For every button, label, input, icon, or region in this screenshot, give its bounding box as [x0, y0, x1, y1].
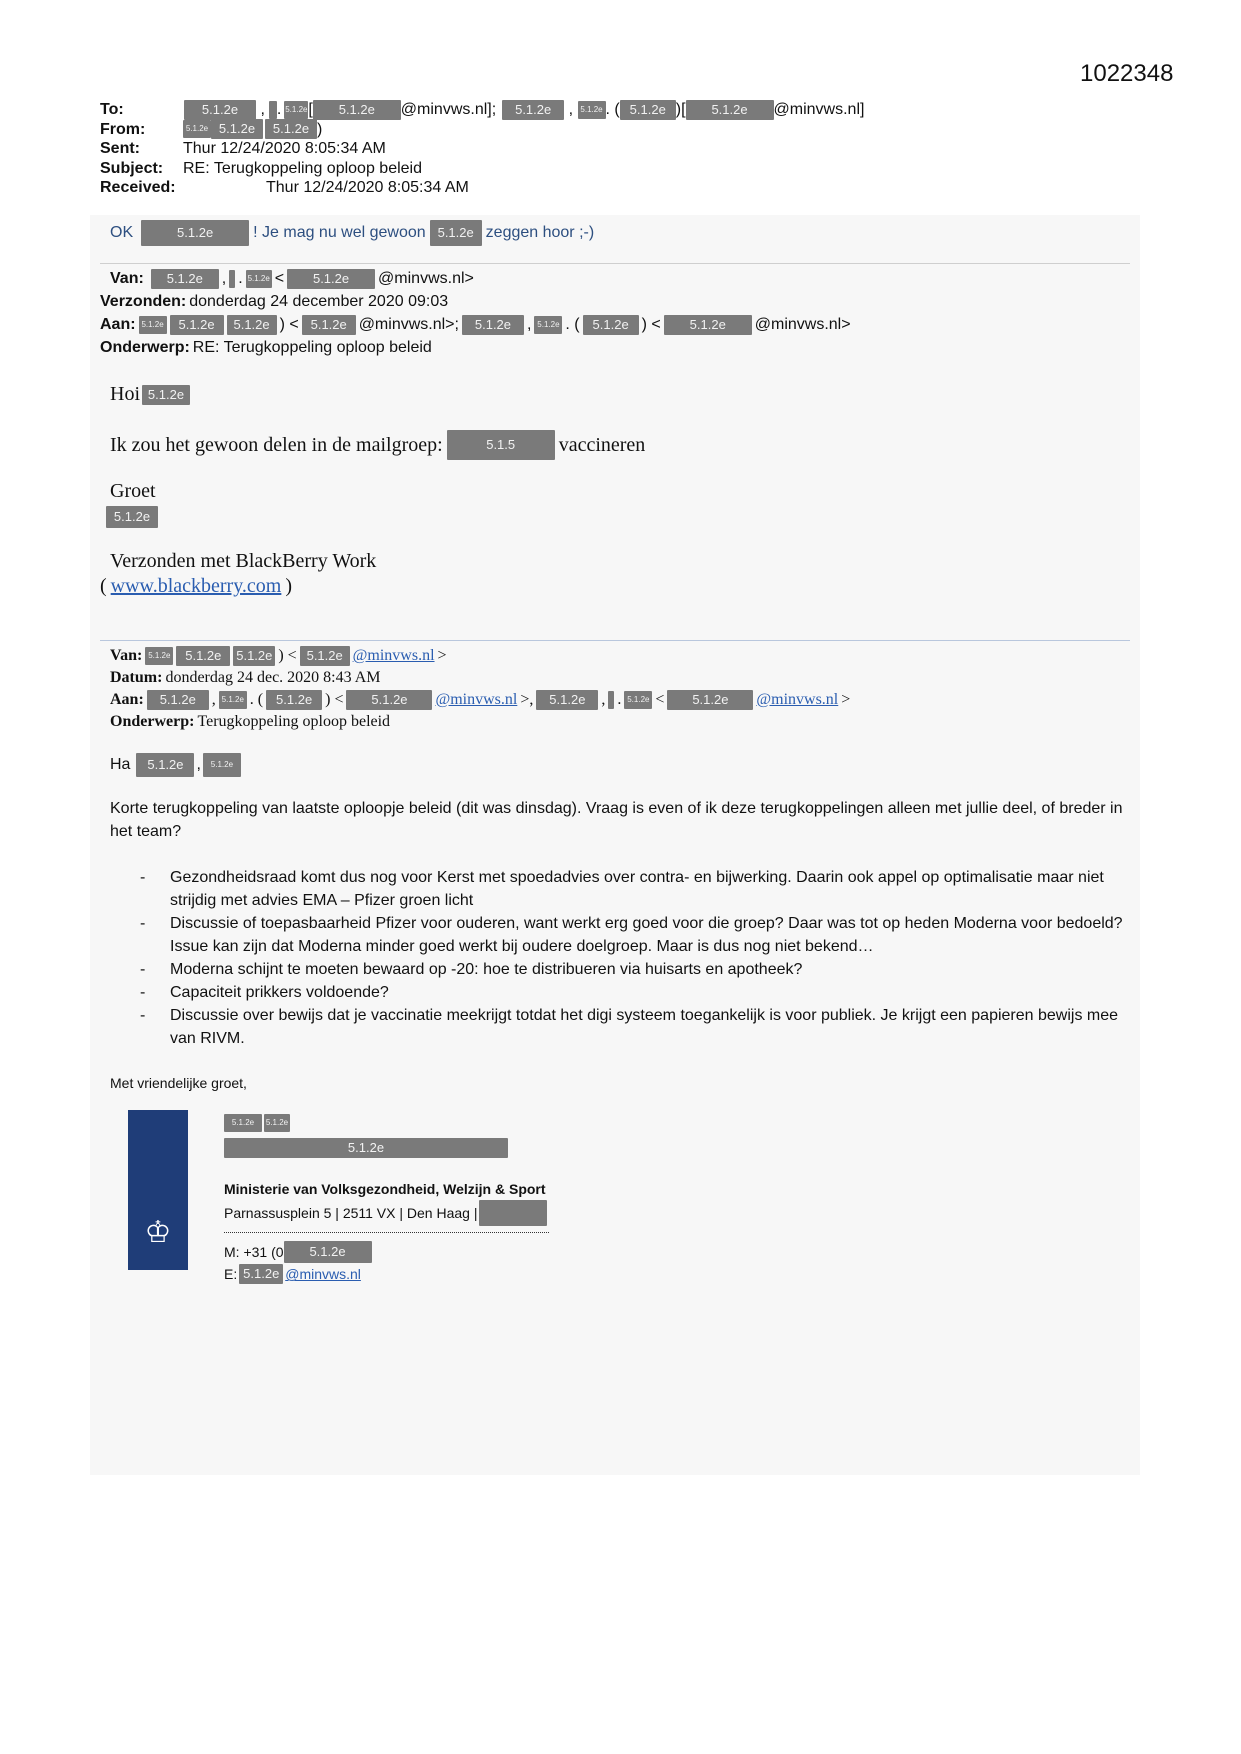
- address-row: [224, 1200, 549, 1226]
- mail2-aan-domain-2: @minvws.nl>: [754, 315, 851, 333]
- email-row: [224, 1263, 549, 1285]
- signature-name-row: [224, 1114, 549, 1132]
- reply-ok: OK: [110, 224, 134, 241]
- bullet-text: Gezondheidsraad komt dus nog voor Kerst met spoedadvies over contra- en bijwerking. Daarin ook appel op optimalisatie maar niet strijdig met advies EMA – Pfizer groen licht: [170, 869, 1104, 909]
- mail2-onderwerp-value: RE: Terugkoppeling oploop beleid: [192, 338, 432, 356]
- subject-value: RE: Terugkoppeling oploop beleid: [183, 159, 422, 177]
- list-item: - Moderna schijnt te moeten bewaard op -20: hoe te distribueren via huisarts en apotheek?: [140, 958, 1130, 981]
- to-domain: @minvws.nl];: [400, 101, 497, 118]
- scanned-body-area: [90, 215, 1140, 1475]
- redaction: 5.1.2e: [264, 1114, 290, 1132]
- document-id: 1022348: [1080, 60, 1174, 87]
- signature-title-row: [224, 1136, 549, 1158]
- mail3-van-row: Van: 5.1.2e 5.1.2e 5.1.2e ) < 5.1.2e @minvws.nl >: [110, 645, 850, 667]
- redaction: 5.1.2e: [266, 690, 322, 710]
- mail2-aan-domain-1: @minvws.nl>;: [358, 315, 459, 333]
- redaction: 5.1.2e: [203, 753, 241, 777]
- mail3-closing: Met vriendelijke groet,: [110, 1075, 247, 1091]
- mail2-sent-with: [110, 550, 376, 573]
- mail2-body-line: [110, 430, 645, 460]
- mail3-aan-label: Aan:: [110, 691, 144, 708]
- signature-block: [224, 1110, 549, 1285]
- redaction: 5.1.2e: [265, 119, 317, 139]
- mail2-groet: [110, 480, 156, 503]
- address-text: Parnassusplein 5 | 2511 VX | Den Haag |: [224, 1205, 478, 1222]
- mail2-verzonden-value: donderdag 24 december 2020 09:03: [189, 292, 449, 310]
- to-label: To:: [100, 101, 124, 118]
- list-item: - Gezondheidsraad komt dus nog voor Kerst met spoedadvies over contra- en bijwerking. Daarin ook appel op optimalisatie maar niet strijdig met advies EMA – Pfizer groen licht: [140, 866, 1130, 912]
- outer-email-header: [100, 100, 864, 198]
- redaction: 5.1.2e: [211, 119, 263, 139]
- reply-text-1: ! Je mag nu wel gewoon: [253, 224, 426, 241]
- redaction: 5.1.2e: [239, 1264, 283, 1284]
- mail2-greeting: [110, 383, 190, 406]
- redaction: 5.1.2e: [136, 753, 194, 777]
- subject-label: Subject:: [100, 159, 164, 177]
- sent-value: Thur 12/24/2020 8:05:34 AM: [183, 140, 386, 157]
- redaction: 5.1.2e: [176, 646, 230, 666]
- mail3-van-label: Van:: [110, 647, 143, 664]
- mobile-label: M: +31 (0: [224, 1244, 284, 1261]
- redaction: 5.1.2e: [346, 690, 432, 710]
- redaction: 5.1.2e: [624, 691, 652, 709]
- mail2-van-row: Van: 5.1.2e , . 5.1.2e < 5.1.2e @minvws.nl>: [100, 267, 851, 290]
- body-text-2: vaccineren: [558, 433, 646, 456]
- sent-with-text: Verzonden met BlackBerry Work: [110, 550, 377, 572]
- redaction: 5.1.2e: [141, 220, 249, 246]
- redaction: 5.1.2e: [184, 100, 256, 120]
- reply-text-2: zeggen hoor ;-): [485, 224, 595, 241]
- redaction: 5.1.2e: [620, 100, 676, 120]
- bullet-text: Discussie of toepasbaarheid Pfizer voor ouderen, want werkt erg goed voor die groep? Daar was tot op heden Moderna voor bedoeld? Issue kan zijn dat Moderna minder goed werkt bij oudere doelgroep. Maar is dus nog niet bekend…: [170, 915, 1123, 955]
- mail2-verzonden-label: Verzonden:: [100, 292, 187, 310]
- redaction: [608, 691, 614, 709]
- mail3-intro: Korte terugkoppeling van laatste oploopje beleid (dit was dinsdag). Vraag is even of ik deze terugkoppelingen alleen met jullie deel, of breder in het team?: [110, 800, 1123, 840]
- subject-row: [100, 159, 864, 179]
- received-value: Thur 12/24/2020 8:05:34 AM: [266, 179, 469, 196]
- redaction: 5.1.2e: [300, 646, 350, 666]
- from-label: From:: [100, 120, 146, 138]
- mail2-verzonden-row: [100, 290, 851, 313]
- received-row: [100, 178, 864, 198]
- received-label: Received:: [100, 179, 176, 196]
- mail3-aan-domain-2[interactable]: @minvws.nl: [756, 691, 839, 708]
- redaction: 5.1.2e: [284, 1241, 372, 1263]
- redaction: 5.1.2e: [313, 100, 401, 120]
- mail3-van-domain[interactable]: @minvws.nl: [352, 647, 435, 664]
- bullet-text: Capaciteit prikkers voldoende?: [170, 984, 389, 1001]
- mail2-onderwerp-row: [100, 336, 851, 359]
- mail3-header: [110, 645, 850, 733]
- mail2-van-label: Van:: [110, 269, 144, 287]
- list-item: - Discussie of toepasbaarheid Pfizer voor ouderen, want werkt erg goed voor die groep? Daar was tot op heden Moderna voor bedoeld? Issue kan zijn dat Moderna minder goed werkt bij oudere doelgroep. Maar is dus nog niet bekend…: [140, 912, 1130, 958]
- signature-divider: [224, 1232, 549, 1233]
- mail2-bb-link: ( www.blackberry.com ): [100, 575, 293, 597]
- ministry-logo: [128, 1110, 188, 1270]
- redaction: [269, 101, 277, 119]
- redaction: 5.1.2e: [106, 506, 158, 528]
- mail3-datum-row: [110, 667, 850, 689]
- redaction: 5.1.2e: [664, 315, 752, 335]
- to-row: To: 5.1.2e , . 5.1.2e [ 5.1.2e @minvws.nl]; 5.1.2e , 5.1.2e . ( 5.1.2e )[ 5.1.2e @minvws.nl]: [100, 101, 865, 118]
- mail3-datum-value: donderdag 24 dec. 2020 8:43 AM: [165, 669, 381, 686]
- redaction: 5.1.2e: [686, 100, 774, 120]
- coat-of-arms-icon: ♔: [144, 1216, 172, 1249]
- mail2-aan-row: Aan: 5.1.2e 5.1.2e 5.1.2e ) < 5.1.2e @minvws.nl>; 5.1.2e , 5.1.2e . ( 5.1.2e ) < 5.1.2e @minvws.nl>: [100, 313, 851, 336]
- bullet-text: Moderna schijnt te moeten bewaard op -20: hoe te distribueren via huisarts en apotheek?: [170, 961, 803, 978]
- sent-row: [100, 139, 864, 159]
- sent-label: Sent:: [100, 140, 140, 157]
- redaction: 5.1.2e: [170, 315, 224, 335]
- separator: [100, 263, 1130, 264]
- mail3-aan-domain-1[interactable]: @minvws.nl: [435, 691, 518, 708]
- redaction: 5.1.2e: [462, 315, 524, 335]
- mail3-bullet-list: [140, 866, 1130, 1050]
- body-text-1: Ik zou het gewoon delen in de mailgroep:: [110, 433, 443, 456]
- from-row: From: 5.1.2e 5.1.2e 5.1.2e ): [100, 120, 323, 138]
- redaction: 5.1.2e: [224, 1114, 262, 1132]
- mail2-aan-label: Aan:: [100, 315, 136, 333]
- redaction: [229, 270, 235, 288]
- mail3-onderwerp-value: Terugkoppeling oploop beleid: [197, 713, 391, 730]
- list-item: - Discussie over bewijs dat je vaccinatie meekrijgt totdat het digi systeem toegankelijk is voor publiek. Je krijgt een papieren bewijs mee van RIVM.: [140, 1004, 1130, 1050]
- mail2-van-domain: @minvws.nl>: [378, 269, 474, 287]
- redaction: 5.1.2e: [502, 100, 564, 120]
- redaction: 5.1.2e: [142, 385, 190, 405]
- redaction: 5.1.2e: [536, 690, 598, 710]
- redaction: 5.1.2e: [534, 316, 562, 334]
- redaction: 5.1.2e: [578, 101, 606, 119]
- redaction: 5.1.2e: [147, 690, 209, 710]
- redaction: 5.1.2e: [667, 690, 753, 710]
- redaction: 5.1.2e: [224, 1138, 508, 1158]
- redaction: 5.1.2e: [233, 646, 275, 666]
- blackberry-link[interactable]: www.blackberry.com: [110, 575, 282, 597]
- groet-text: Groet: [110, 480, 156, 502]
- redaction: 5.1.2e: [583, 315, 639, 335]
- reply-line: [110, 220, 594, 246]
- mail3-greeting: Ha 5.1.2e , 5.1.2e: [110, 753, 241, 777]
- redaction: 5.1.2e: [284, 101, 308, 119]
- redaction: 5.1.2e: [302, 315, 356, 335]
- mobile-row: [224, 1241, 549, 1263]
- email-label: E:: [224, 1266, 238, 1283]
- to-domain-end: @minvws.nl]: [773, 101, 865, 118]
- ministry-name: Ministerie van Volksgezondheid, Welzijn & Sport: [224, 1181, 546, 1198]
- mail3-onderwerp-label: Onderwerp:: [110, 713, 195, 730]
- greeting-text: Hoi: [110, 383, 140, 405]
- redaction: 5.1.2e: [219, 691, 247, 709]
- mail3-aan-row: Aan: 5.1.2e , 5.1.2e . ( 5.1.2e ) < 5.1.2e @minvws.nl >, 5.1.2e , . 5.1.2e < 5.1.2e @minvws.nl >: [110, 689, 850, 711]
- redaction: 5.1.2e: [139, 316, 167, 334]
- redaction: 5.1.5: [447, 430, 555, 460]
- separator: [100, 640, 1130, 641]
- mail2-onderwerp-label: Onderwerp:: [100, 338, 190, 356]
- redaction: [479, 1200, 547, 1226]
- mail3-onderwerp-row: [110, 711, 850, 733]
- redaction: 5.1.2e: [145, 647, 173, 665]
- ha-text: Ha: [110, 756, 131, 773]
- email-domain[interactable]: @minvws.nl: [285, 1266, 361, 1283]
- redaction: 5.1.2e: [430, 220, 482, 246]
- mail2-signoff-redaction: [106, 506, 158, 528]
- redaction: 5.1.2e: [227, 315, 277, 335]
- mail2-header: [100, 267, 851, 359]
- redaction: 5.1.2e: [183, 120, 211, 138]
- redaction: 5.1.2e: [151, 269, 219, 289]
- mail3-datum-label: Datum:: [110, 669, 163, 686]
- list-item: - Capaciteit prikkers voldoende?: [140, 981, 1130, 1004]
- redaction: 5.1.2e: [287, 269, 375, 289]
- bullet-text: Discussie over bewijs dat je vaccinatie meekrijgt totdat het digi systeem toegankelijk is voor publiek. Je krijgt een papieren bewijs mee van RIVM.: [170, 1007, 1119, 1047]
- redaction: 5.1.2e: [246, 270, 272, 288]
